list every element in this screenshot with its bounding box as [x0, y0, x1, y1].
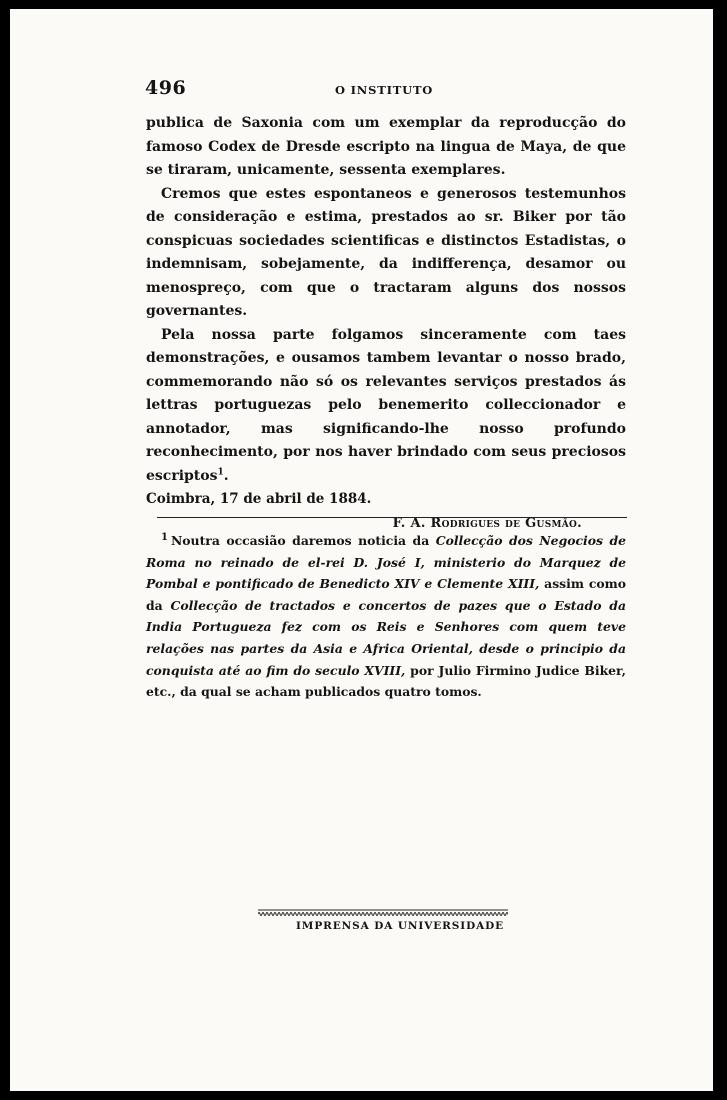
footnote-marker: 1	[161, 531, 168, 543]
body-text	[146, 112, 626, 535]
footnote	[146, 530, 626, 703]
footnote-seg-4: Collecção de tractados e concertos de pazes que o Estado da India Portugueza fez com os Reis e Senhores com quem teve relações nas partes da Asia e Africa Oriental, desde o principio da conquista até ao fim do seculo XVIII,	[146, 597, 626, 678]
footnote-seg-5: por Julio Firmino Judice Biker, etc., da qual se acham publicados quatro tomos.	[146, 662, 626, 700]
footnote-seg-2: Collecção dos Negocios de Roma no reinado de el-rei D. José I, ministerio do Marquez de Pombal e pontificado de Benedicto XIV e Clemente XIII,	[146, 533, 627, 592]
running-title: O INSTITUTO	[335, 83, 434, 97]
footnote-divider	[157, 517, 627, 518]
footnote-paragraph	[146, 530, 626, 703]
decorative-wavy-rule	[258, 908, 508, 916]
paragraph-3-end: .	[223, 467, 229, 484]
paragraph-2: Cremos que estes espontaneos e generosos testemunhos de consideração e estima, prestados ao sr. Biker por tão conspicuas sociedades scientificas e distinctos Estadistas, o indemnisam, sobejamente, da indifferença, desamor ou menospreço, com que o tractaram alguns dos nossos governantes.	[146, 185, 626, 319]
paragraph-3	[146, 324, 626, 489]
paragraph-3-text: Pela nossa parte folgamos sinceramente com taes demonstrações, e ousamos tambem levantar o nosso brado, commemorando não só os relevantes serviços prestados ás lettras portuguezas pelo benemerito colleccionador e annotador, mas significando-lhe nosso profundo reconhecimento, por nos haver brindado com seus preciosos escriptos	[146, 326, 626, 484]
signature: F. A. Rodrigues de Gusmão.	[392, 515, 582, 531]
footnote-seg-3: assim como da	[146, 576, 626, 613]
imprint-line: IMPRENSA DA UNIVERSIDADE	[296, 920, 505, 932]
footnote-seg-1: Noutra occasião daremos noticia da	[170, 533, 436, 548]
footnote-reference[interactable]: 1	[217, 466, 224, 477]
page-header	[145, 77, 635, 101]
paragraph-1: publica de Saxonia com um exemplar da reproducção do famoso Codex de Dresde escripto na lingua de Maya, de que se tiraram, unicamente, sessenta exemplares.	[146, 115, 626, 178]
dateline: Coimbra, 17 de abril de 1884.	[146, 491, 372, 507]
page-number: 496	[145, 77, 187, 99]
